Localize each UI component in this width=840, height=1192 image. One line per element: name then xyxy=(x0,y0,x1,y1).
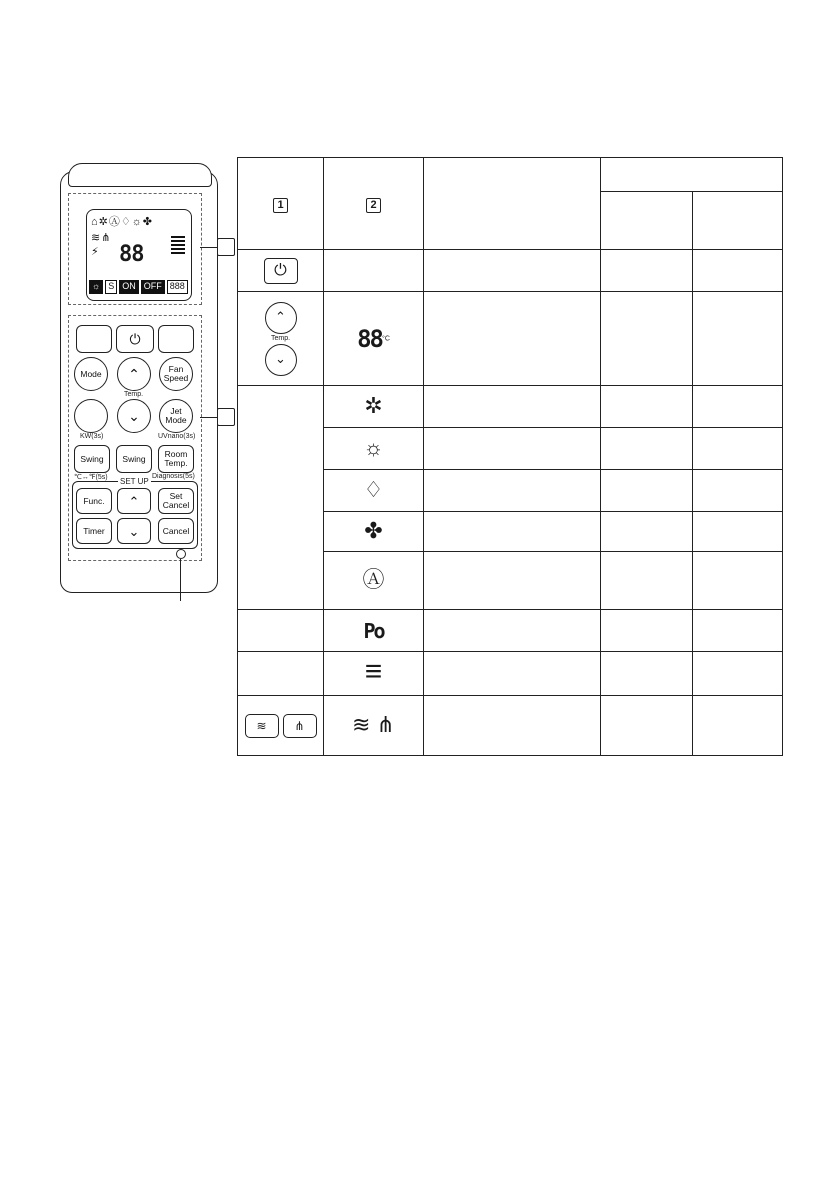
chevron-up-icon: ⌃ xyxy=(265,302,297,334)
swing-vertical-button[interactable] xyxy=(74,445,110,473)
cell-value xyxy=(693,470,783,512)
cell-button xyxy=(238,250,324,292)
cell-value xyxy=(601,652,693,696)
set-cancel-label: Set Cancel xyxy=(162,491,190,510)
room-temp-button[interactable] xyxy=(158,445,194,473)
uvnano-label: UVnano(3s) xyxy=(158,433,196,440)
cell-description xyxy=(424,512,601,552)
mode-button-label: Mode xyxy=(80,368,102,379)
cell-description xyxy=(424,552,601,610)
swing-label: Swing xyxy=(122,453,146,464)
timer-label: Timer xyxy=(83,525,105,536)
fan-speed-bars-icon xyxy=(171,236,185,256)
cell-value xyxy=(601,250,693,292)
cell-display xyxy=(324,652,424,696)
cell-display xyxy=(324,470,424,512)
reset-hole-icon xyxy=(176,549,186,559)
cell-value xyxy=(693,292,783,386)
swing-horizontal-button[interactable] xyxy=(116,445,152,473)
fan-icon: ✤ xyxy=(364,518,383,543)
table-row-po xyxy=(238,610,783,652)
mode-button[interactable] xyxy=(74,357,108,391)
cell-display xyxy=(324,386,424,428)
cell-display xyxy=(324,428,424,470)
temp-label: Temp. xyxy=(124,391,144,398)
header-col-buttons xyxy=(238,158,324,250)
cell-value xyxy=(601,292,693,386)
lcd-mode-icons: ⌂✲Ⓐ♢☼✤ xyxy=(91,216,154,228)
cell-description xyxy=(424,292,601,386)
room-temp-label: Room Temp. xyxy=(164,449,188,468)
buttons-leader-line xyxy=(200,417,218,418)
cell-description xyxy=(424,386,601,428)
table-row-swing xyxy=(238,696,783,756)
cell-description xyxy=(424,470,601,512)
cell-value xyxy=(601,470,693,512)
cell-button xyxy=(238,652,324,696)
lcd-bottom-item: ON xyxy=(119,280,139,294)
lcd-swing-icons: ≋⋔ xyxy=(91,232,112,244)
chevron-up-icon: ⌃ xyxy=(128,365,140,382)
cell-value xyxy=(693,696,783,756)
fan-speed-label: Fan Speed xyxy=(163,364,189,383)
droplet-icon: ♢ xyxy=(363,477,384,502)
feature-table xyxy=(237,157,783,756)
swing-horizontal-key: ⋔ xyxy=(283,714,317,738)
cell-display xyxy=(324,552,424,610)
lcd-bottom-row xyxy=(89,280,188,294)
display-leader-line xyxy=(200,247,218,248)
lcd-bottom-item: 888 xyxy=(167,280,188,294)
lcd-screen xyxy=(86,209,192,301)
display-callout xyxy=(217,238,235,256)
lcd-bottom-item: OFF xyxy=(141,280,165,294)
func-label: Func. xyxy=(83,495,105,506)
cell-description xyxy=(424,696,601,756)
power-icon: ⏻ xyxy=(129,330,141,347)
lcd-temperature-digits: 88 xyxy=(119,242,144,267)
header-subcol-2 xyxy=(693,192,783,250)
cell-value xyxy=(601,512,693,552)
chevron-up-icon: ⌃ xyxy=(128,493,140,509)
cell-button xyxy=(238,610,324,652)
header-col-description xyxy=(424,158,601,250)
col-number-badge: 2 xyxy=(366,198,381,213)
cf-label: ℃↔℉(5s) xyxy=(74,474,108,481)
swing-icon: ≋ ⋔ xyxy=(352,712,395,737)
cell-button xyxy=(238,696,324,756)
kw-button[interactable] xyxy=(74,399,108,433)
set-cancel-button[interactable] xyxy=(158,488,194,514)
cell-description xyxy=(424,652,601,696)
cell-display xyxy=(324,610,424,652)
auto-mode-icon: Ⓐ xyxy=(362,567,385,592)
header-subcol-1 xyxy=(601,192,693,250)
blank-right-button[interactable] xyxy=(158,325,194,353)
cell-description xyxy=(424,428,601,470)
table-row-temp xyxy=(238,292,783,386)
power-icon: ⏻ xyxy=(264,258,298,284)
temperature-digits: 88 xyxy=(357,324,383,353)
chevron-down-icon: ⌄ xyxy=(265,344,297,376)
cell-value xyxy=(601,696,693,756)
cell-display xyxy=(324,292,424,386)
blank-left-button[interactable] xyxy=(76,325,112,353)
reset-leader-line xyxy=(180,559,181,601)
temperature-unit: °C xyxy=(382,335,390,343)
snowflake-icon: ✲ xyxy=(364,393,383,418)
header-col-display xyxy=(324,158,424,250)
cell-value xyxy=(693,610,783,652)
table-row-power xyxy=(238,250,783,292)
fan-speed-button[interactable] xyxy=(159,357,193,391)
buttons-callout xyxy=(217,408,235,426)
diagnosis-label: Diagnosis(5s) xyxy=(152,473,195,480)
cell-value xyxy=(601,610,693,652)
cell-description xyxy=(424,610,601,652)
cell-value xyxy=(693,552,783,610)
cell-description xyxy=(424,250,601,292)
cell-value xyxy=(693,512,783,552)
cell-value xyxy=(693,386,783,428)
cell-button xyxy=(238,292,324,386)
kw-label: KW(3s) xyxy=(80,433,104,440)
cell-value xyxy=(693,428,783,470)
setup-label: SET UP xyxy=(120,477,149,486)
power-button[interactable] xyxy=(116,325,154,353)
cell-value xyxy=(601,386,693,428)
cell-display xyxy=(324,512,424,552)
table-row-fanspeed xyxy=(238,652,783,696)
setup-up-button[interactable] xyxy=(117,488,151,514)
cell-display xyxy=(324,696,424,756)
timer-button[interactable] xyxy=(76,518,112,544)
sun-icon: ☼ xyxy=(363,435,384,460)
lcd-energy-icon: ⚡ xyxy=(91,246,100,258)
cell-value xyxy=(601,428,693,470)
table-header-row xyxy=(238,158,783,192)
temp-label: Temp. xyxy=(270,334,291,342)
po-indicator: Po xyxy=(363,618,384,643)
col-number-badge: 1 xyxy=(273,198,288,213)
swing-label: Swing xyxy=(80,453,104,464)
temp-down-button[interactable] xyxy=(117,399,151,433)
cell-button-mode xyxy=(238,386,324,610)
func-button[interactable] xyxy=(76,488,112,514)
lcd-bottom-item: S xyxy=(105,280,117,294)
fan-speed-bars-icon: ≡ xyxy=(364,655,383,688)
chevron-down-icon: ⌄ xyxy=(128,523,140,539)
lcd-bottom-item: ☼ xyxy=(89,280,103,294)
table-row-cool xyxy=(238,386,783,428)
swing-vertical-key: ≋ xyxy=(245,714,279,738)
cell-value xyxy=(601,552,693,610)
cell-display xyxy=(324,250,424,292)
temp-up-button[interactable] xyxy=(117,357,151,391)
cell-value xyxy=(693,250,783,292)
remote-controller xyxy=(60,163,250,603)
cancel-label: Cancel xyxy=(162,525,190,536)
chevron-down-icon: ⌄ xyxy=(128,407,140,424)
remote-top-cap xyxy=(68,163,212,187)
setup-down-button[interactable] xyxy=(117,518,151,544)
jet-mode-label: Jet Mode xyxy=(165,406,187,425)
cell-value xyxy=(693,652,783,696)
cancel-button[interactable] xyxy=(158,518,194,544)
jet-mode-button[interactable] xyxy=(159,399,193,433)
header-col-group xyxy=(601,158,783,192)
